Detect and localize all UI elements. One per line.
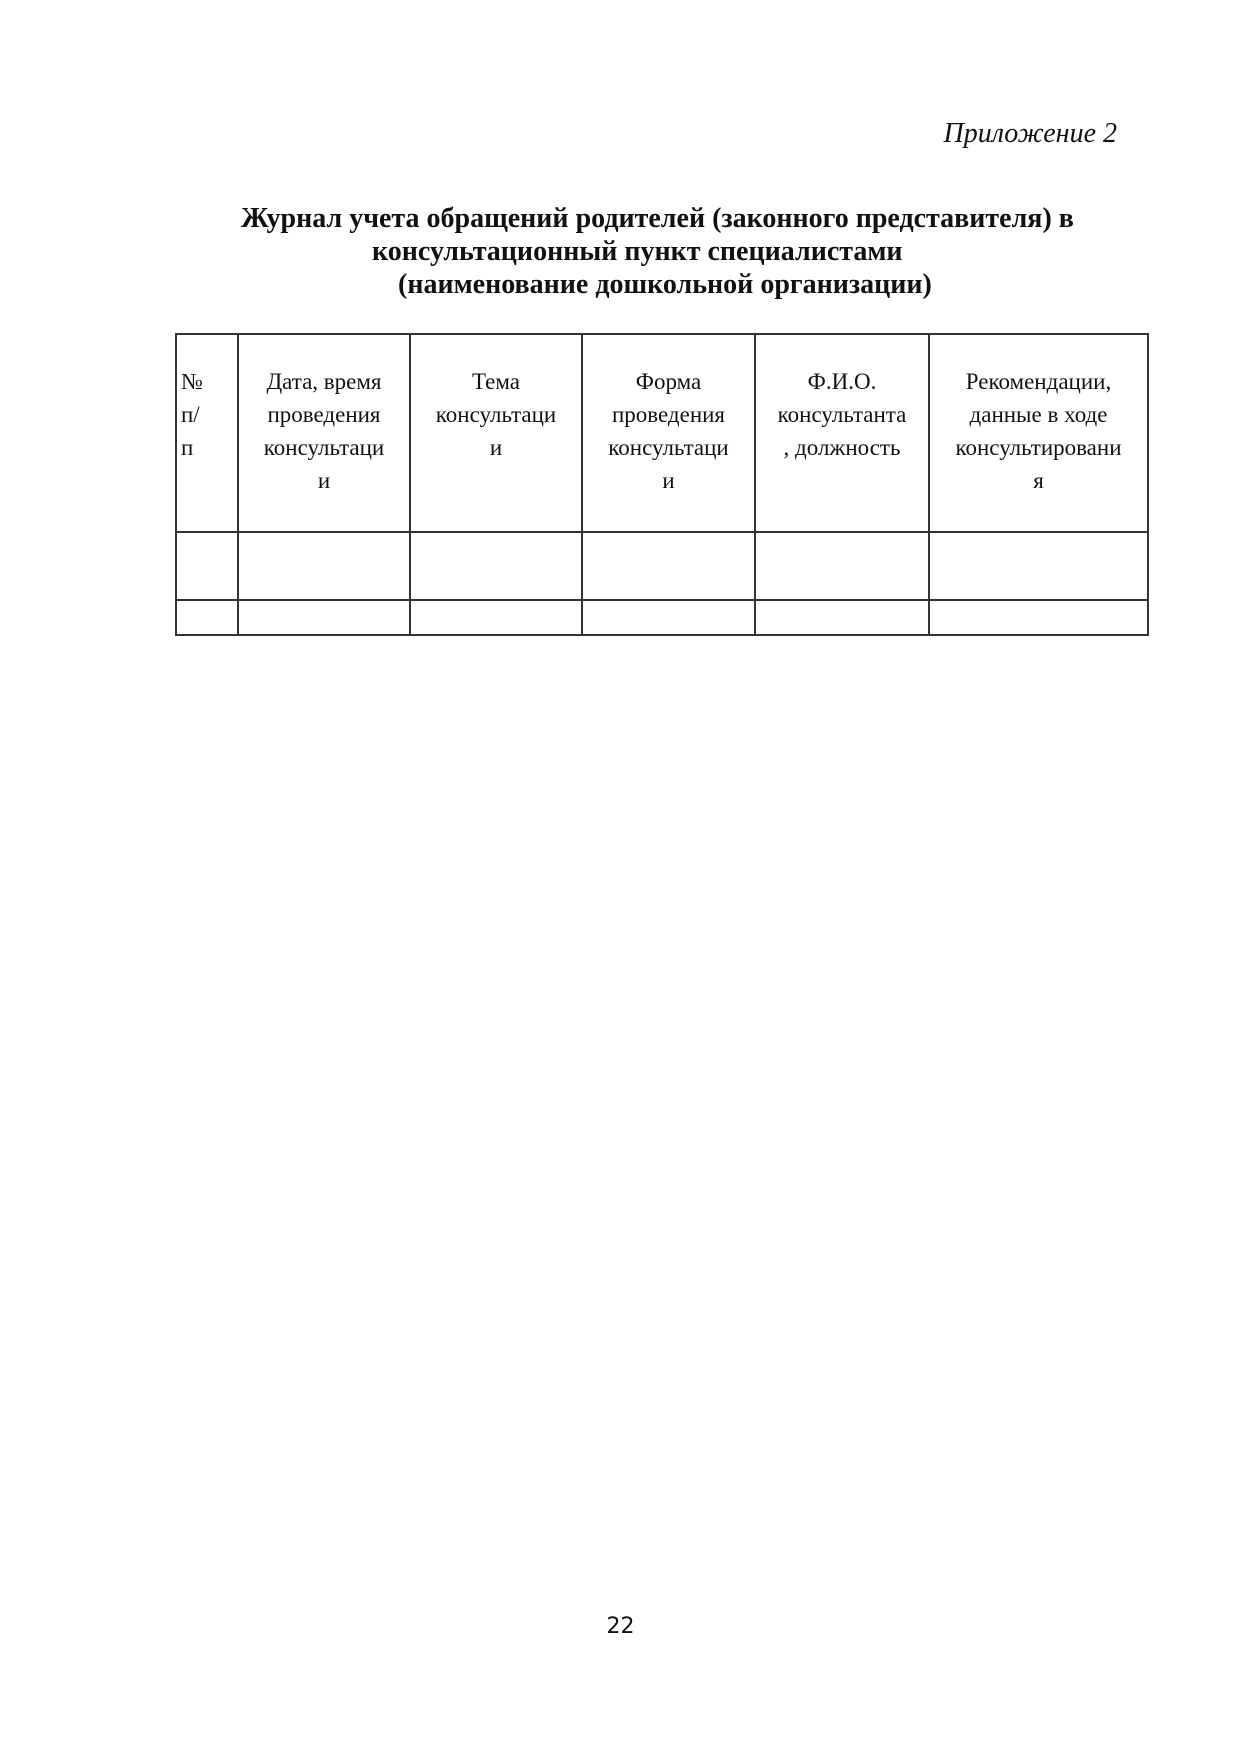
- table-cell: [755, 600, 929, 635]
- header-text: консультаци: [263, 435, 385, 460]
- header-cell-topic: [410, 334, 582, 532]
- header-text: данные в ходе: [969, 402, 1108, 427]
- header-text: проведения: [267, 402, 381, 427]
- header-text: консультаци: [435, 402, 557, 427]
- table-cell: [238, 532, 410, 600]
- header-text: и: [317, 468, 331, 493]
- header-cell-date: [238, 334, 410, 532]
- header-text: , должность: [783, 435, 901, 460]
- header-cell-form: [582, 334, 755, 532]
- header-text: Рекомендации,: [965, 369, 1112, 394]
- title-line-1: Журнал учета обращений родителей (законного представителя) в: [241, 203, 1074, 234]
- appendix-label: Приложение 2: [943, 118, 1117, 149]
- table-header-row: [176, 334, 1148, 532]
- page-number: 22: [606, 1614, 635, 1639]
- header-text: консультаци: [608, 435, 729, 460]
- table-cell: [929, 532, 1148, 600]
- header-text: консультировани: [955, 435, 1122, 460]
- document-title: [0, 202, 1241, 301]
- header-text: Тема: [472, 369, 520, 394]
- header-text: п: [181, 435, 194, 460]
- header-text: Ф.И.О.: [807, 369, 877, 394]
- header-cell-number: [176, 334, 238, 532]
- header-text: и: [662, 468, 675, 493]
- journal-table: [175, 333, 1149, 636]
- table-cell: [176, 532, 238, 600]
- table-cell: [238, 600, 410, 635]
- table-cell: [582, 532, 755, 600]
- title-line-3: (наименование дошкольной организации): [398, 269, 932, 300]
- table-cell: [582, 600, 755, 635]
- table-cell: [410, 600, 582, 635]
- title-line-2: консультационный пункт специалистами: [372, 236, 903, 267]
- table-row: [176, 532, 1148, 600]
- table-cell: [410, 532, 582, 600]
- header-text: и: [489, 435, 503, 460]
- table-cell: [176, 600, 238, 635]
- header-text: Дата, время: [266, 369, 382, 394]
- header-text: консультанта: [777, 402, 907, 427]
- table-cell: [929, 600, 1148, 635]
- header-cell-recommendations: [929, 334, 1148, 532]
- table-cell: [755, 532, 929, 600]
- header-text: №: [181, 369, 203, 394]
- header-text: проведения: [611, 402, 726, 427]
- table-row: [176, 600, 1148, 635]
- header-text: я: [1033, 468, 1044, 493]
- header-text: Форма: [635, 369, 702, 394]
- header-cell-consultant: [755, 334, 929, 532]
- header-text: п/: [181, 402, 200, 427]
